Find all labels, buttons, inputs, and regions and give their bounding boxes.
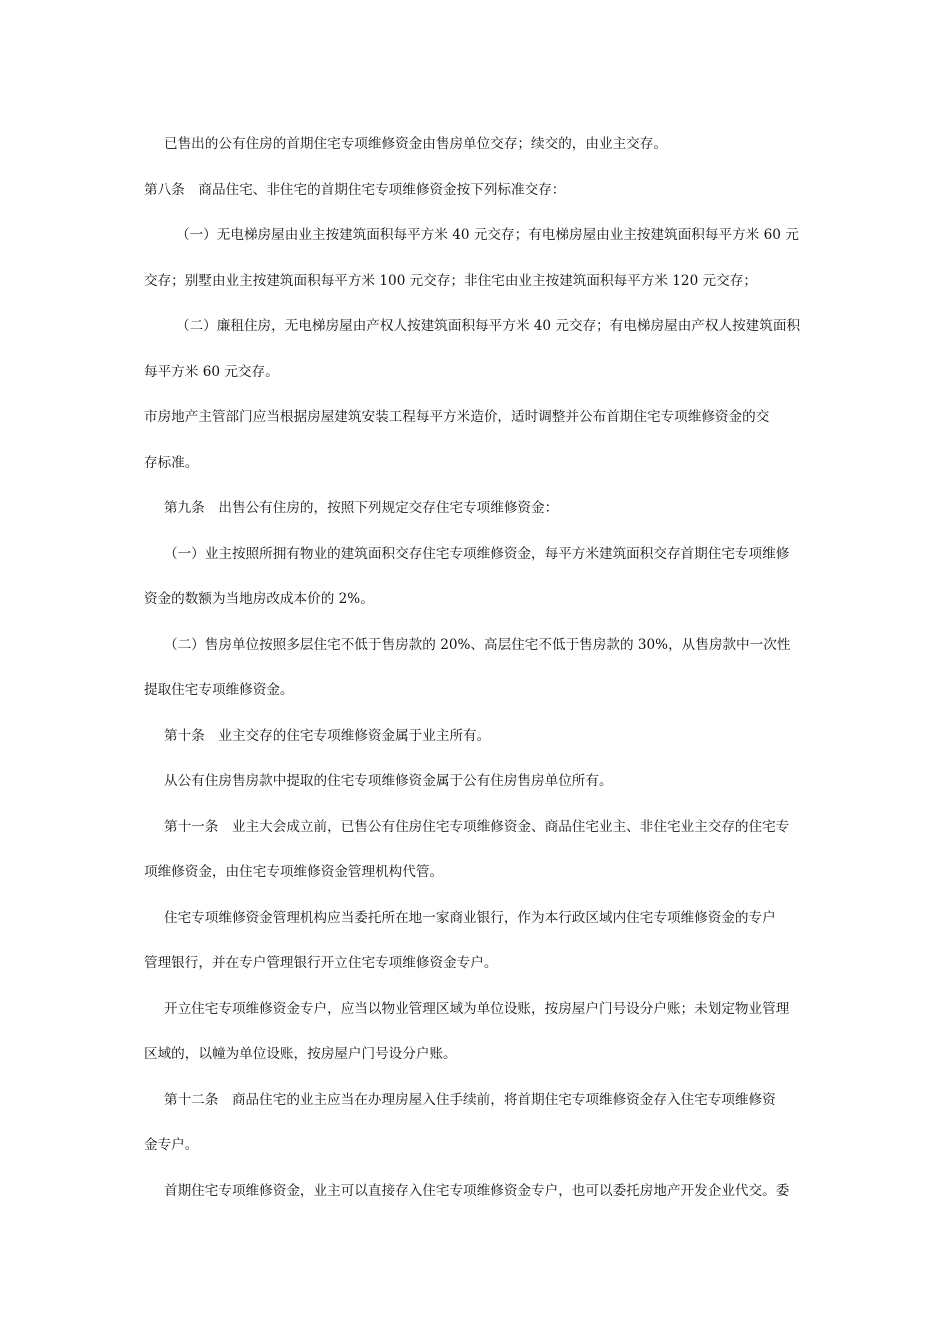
text-line: 第十条 业主交存的住宅专项维修资金属于业主所有。 (164, 727, 491, 744)
text-line: 市房地产主管部门应当根据房屋建筑安装工程每平方米造价，适时调整并公布首期住宅专项维修资金的交 (144, 409, 770, 425)
text-line: 存标准。 (144, 454, 199, 471)
text-line: 第九条 出售公有住房的，按照下列规定交存住宅专项维修资金： (164, 500, 559, 516)
text-line: （二）售房单位按照多层住宅不低于售房款的 20%、高层住宅不低于售房款的 30%，从售房款中一次性 (164, 636, 791, 653)
text-line: 项维修资金，由住宅专项维修资金管理机构代管。 (144, 864, 444, 880)
text-line: 交存；别墅由业主按建筑面积每平方米 100 元交存；非住宅由业主按建筑面积每平方米 120 元交存； (144, 272, 757, 289)
text-line: （一）业主按照所拥有物业的建筑面积交存住宅专项维修资金，每平方米建筑面积交存首期住宅专项维修 (164, 545, 790, 562)
text-line: 已售出的公有住房的首期住宅专项维修资金由售房单位交存；续交的，由业主交存。 (164, 136, 667, 152)
text-line: 区域的，以幢为单位设账，按房屋户门号设分户账。 (144, 1046, 457, 1062)
text-line: 第八条 商品住宅、非住宅的首期住宅专项维修资金按下列标准交存： (144, 181, 566, 198)
text-line: 管理银行，并在专户管理银行开立住宅专项维修资金专户。 (144, 955, 498, 971)
text-line: 第十一条 业主大会成立前，已售公有住房住宅专项维修资金、商品住宅业主、非住宅业主交存的住宅专 (164, 818, 790, 835)
text-line: 住宅专项维修资金管理机构应当委托所在地一家商业银行，作为本行政区域内住宅专项维修资金的专户 (164, 909, 776, 926)
text-line: 开立住宅专项维修资金专户，应当以物业管理区域为单位设账，按房屋户门号设分户账；未划定物业管理 (164, 1000, 790, 1017)
text-line: 首期住宅专项维修资金，业主可以直接存入住宅专项维修资金专户，也可以委托房地产开发企业代交。委 (164, 1182, 790, 1199)
text-line: 金专户。 (144, 1137, 199, 1153)
document-body (144, 122, 808, 1214)
text-line: 提取住宅专项维修资金。 (144, 682, 294, 698)
text-line: （二）廉租住房，无电梯房屋由产权人按建筑面积每平方米 40 元交存；有电梯房屋由产权人按建筑面积 (176, 318, 801, 334)
text-line: 从公有住房售房款中提取的住宅专项维修资金属于公有住房售房单位所有。 (164, 773, 613, 789)
text-line: 每平方米 60 元交存。 (144, 363, 279, 380)
text-line: 资金的数额为当地房改成本价的 2%。 (144, 591, 374, 607)
text-line: （一）无电梯房屋由业主按建筑面积每平方米 40 元交存；有电梯房屋由业主按建筑面积每平方米 60 元 (176, 227, 799, 243)
text-line: 第十二条 商品住宅的业主应当在办理房屋入住手续前，将首期住宅专项维修资金存入住宅专项维修资 (164, 1091, 776, 1108)
